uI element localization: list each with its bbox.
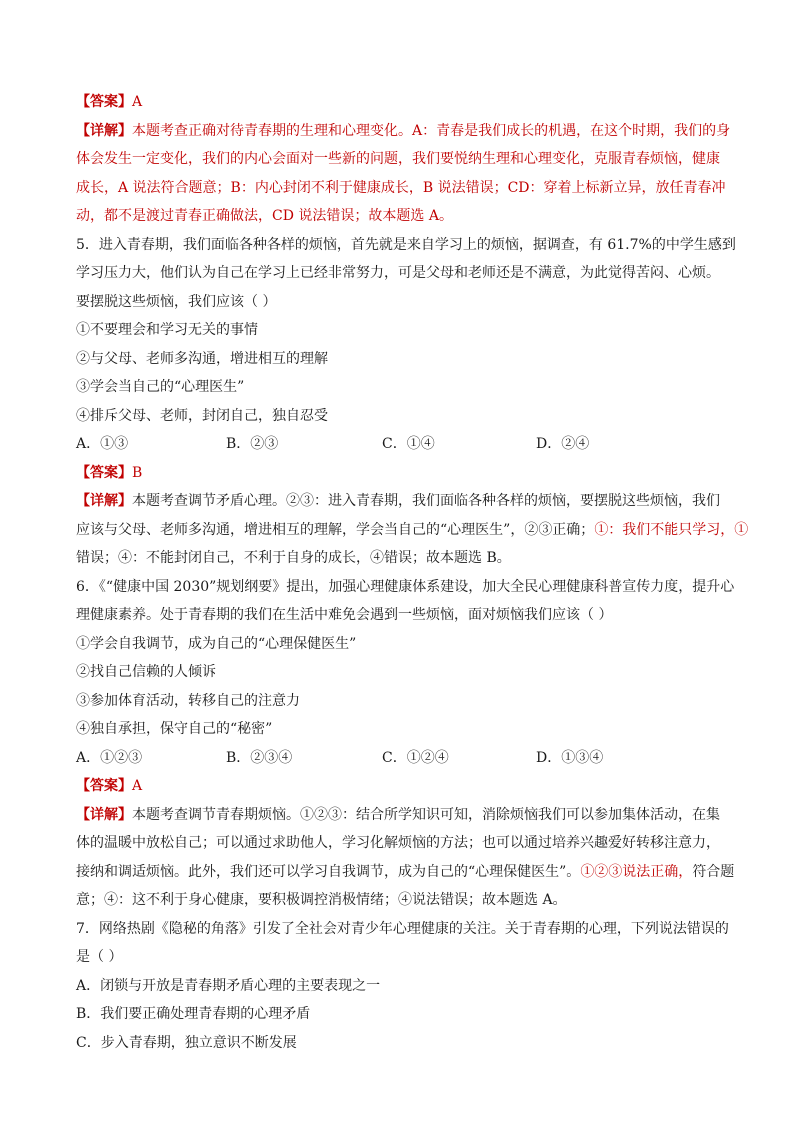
detail-text: 本题考查调节青春期烦恼。①②③：结合所学知识可知，消除烦恼我们可以参加集体活动，在集 <box>132 806 720 823</box>
question-stem: 5．进入青春期，我们面临各种各样的烦恼，首先就是来自学习上的烦恼，据调查，有 61.7%的中学生感到 <box>76 236 736 253</box>
option-d: D．①③④ <box>536 749 604 766</box>
detail-text: 错误；④：不能封闭自己，不利于自身的成长，④错误；故本题选 B。 <box>76 550 511 566</box>
option-a: A．①②③ <box>76 749 143 766</box>
detail-text: 本题考查调节矛盾心理。②③：进入青春期，我们面临各种各样的烦恼，要摆脱这些烦恼，我们 <box>132 493 720 509</box>
detail-text: 意；④：这不利于身心健康，要积极调控消极情绪；④说法错误；故本题选 A。 <box>76 892 567 908</box>
detail-line <box>76 520 749 540</box>
detail-text: 成长，A 说法符合题意；B：内心封闭不利于健康成长，B 说法错误；CD：穿着上标新立异，放任青春冲 <box>76 179 726 196</box>
detail-line <box>76 491 718 511</box>
detail-label: 【详解】 <box>76 122 132 139</box>
detail-text: 体会发生一定变化，我们的内心会面对一些新的问题，我们要悦纳生理和心理变化，克服青春烦恼，健康 <box>76 151 720 167</box>
detail-line <box>76 833 718 853</box>
detail-line <box>76 805 718 825</box>
option-d: D．②④ <box>536 436 590 452</box>
detail-label: 【详解】 <box>76 493 132 509</box>
question-line: ④独自承担，保守自己的“秘密” <box>76 721 273 737</box>
answer-line <box>76 92 718 112</box>
detail-line <box>76 548 718 568</box>
question-line: ④排斥父母、老师，封闭自己，独自忍受 <box>76 407 328 424</box>
answer-label: 【答案】 <box>76 94 132 110</box>
options-row <box>76 434 718 454</box>
question-stem: 6．《“健康中国 2030”规划纲要》提出，加强心理健康体系建设，加大全民心理健康科普宣传力度，提升心 <box>76 578 735 595</box>
option-c: C．①②④ <box>382 749 449 766</box>
detail-text: ①②③说法正确， <box>580 863 693 880</box>
detail-text: 接纳和调适烦恼。此外，我们还可以学习自我调节，成为自己的“心理保健医生”。 <box>76 863 581 880</box>
options-row <box>76 748 718 768</box>
answer-label: 【答案】 <box>76 464 132 481</box>
question-line: B．我们要正确处理青春期的心理矛盾 <box>76 1006 311 1022</box>
detail-line <box>76 178 726 198</box>
question-line: ②找自己信赖的人倾诉 <box>76 664 216 680</box>
detail-label: 【详解】 <box>76 806 132 823</box>
question-stem: 7．网络热剧《隐秘的角落》引发了全社会对青少年心理健康的关注。关于青春期的心理，下列说法错误的 <box>76 920 729 937</box>
question-line: C．步入青春期，独立意识不断发展 <box>76 1034 297 1051</box>
question-line: 要摆脱这些烦恼，我们应该（ ） <box>76 293 277 310</box>
question-line: ②与父母、老师多沟通，增进相互的理解 <box>76 350 328 367</box>
option-b: B．②③④ <box>226 749 293 766</box>
detail-text: 符合题 <box>692 863 735 880</box>
detail-line <box>76 121 731 141</box>
detail-line <box>76 206 718 226</box>
question-line: 理健康素养。处于青春期的我们在生活中难免会遇到一些烦恼，面对烦恼我们应该（ ） <box>76 607 613 623</box>
detail-text: 应该与父母、老师多沟通，增进相互的理解，学会当自己的“心理医生”，②③正确； <box>76 521 595 538</box>
option-c: C．①④ <box>382 436 435 452</box>
answer-line <box>76 776 718 796</box>
answer-label: 【答案】 <box>76 778 132 794</box>
answer-value: A <box>132 778 143 794</box>
detail-text: 动，都不是渡过青春正确做法，CD 说法错误；故本题选 A。 <box>76 208 453 224</box>
detail-text: 本题考查正确对待青春期的生理和心理变化。A：青春是我们成长的机遇，在这个时期，我们的身 <box>132 122 731 139</box>
detail-text: ①：我们不能只学习，① <box>594 521 749 538</box>
option-b: B．②③ <box>226 436 279 452</box>
option-a: A．①③ <box>76 436 129 452</box>
answer-value: A <box>132 94 143 110</box>
question-line: 是（ ） <box>76 949 123 965</box>
question-line: ③学会当自己的“心理医生” <box>76 379 245 395</box>
question-line: ①不要理会和学习无关的事情 <box>76 322 258 338</box>
detail-text: 体的温暖中放松自己；可以通过求助他人，学习化解烦恼的方法；也可以通过培养兴趣爱好转移注意力， <box>76 835 720 851</box>
question-line: A．闭锁与开放是青春期矛盾心理的主要表现之一 <box>76 977 381 994</box>
answer-value: B <box>132 464 143 481</box>
question-line: 学习压力大，他们认为自己在学习上已经非常努力，可是父母和老师还是不满意，为此觉得苦闷、心烦。 <box>76 265 720 281</box>
question-line: ①学会自我调节，成为自己的“心理保健医生” <box>76 635 357 652</box>
detail-line <box>76 862 735 882</box>
document-content <box>76 92 749 1061</box>
answer-line <box>76 463 718 483</box>
detail-line <box>76 149 718 169</box>
question-line: ③参加体育活动，转移自己的注意力 <box>76 692 300 709</box>
detail-line <box>76 890 718 910</box>
